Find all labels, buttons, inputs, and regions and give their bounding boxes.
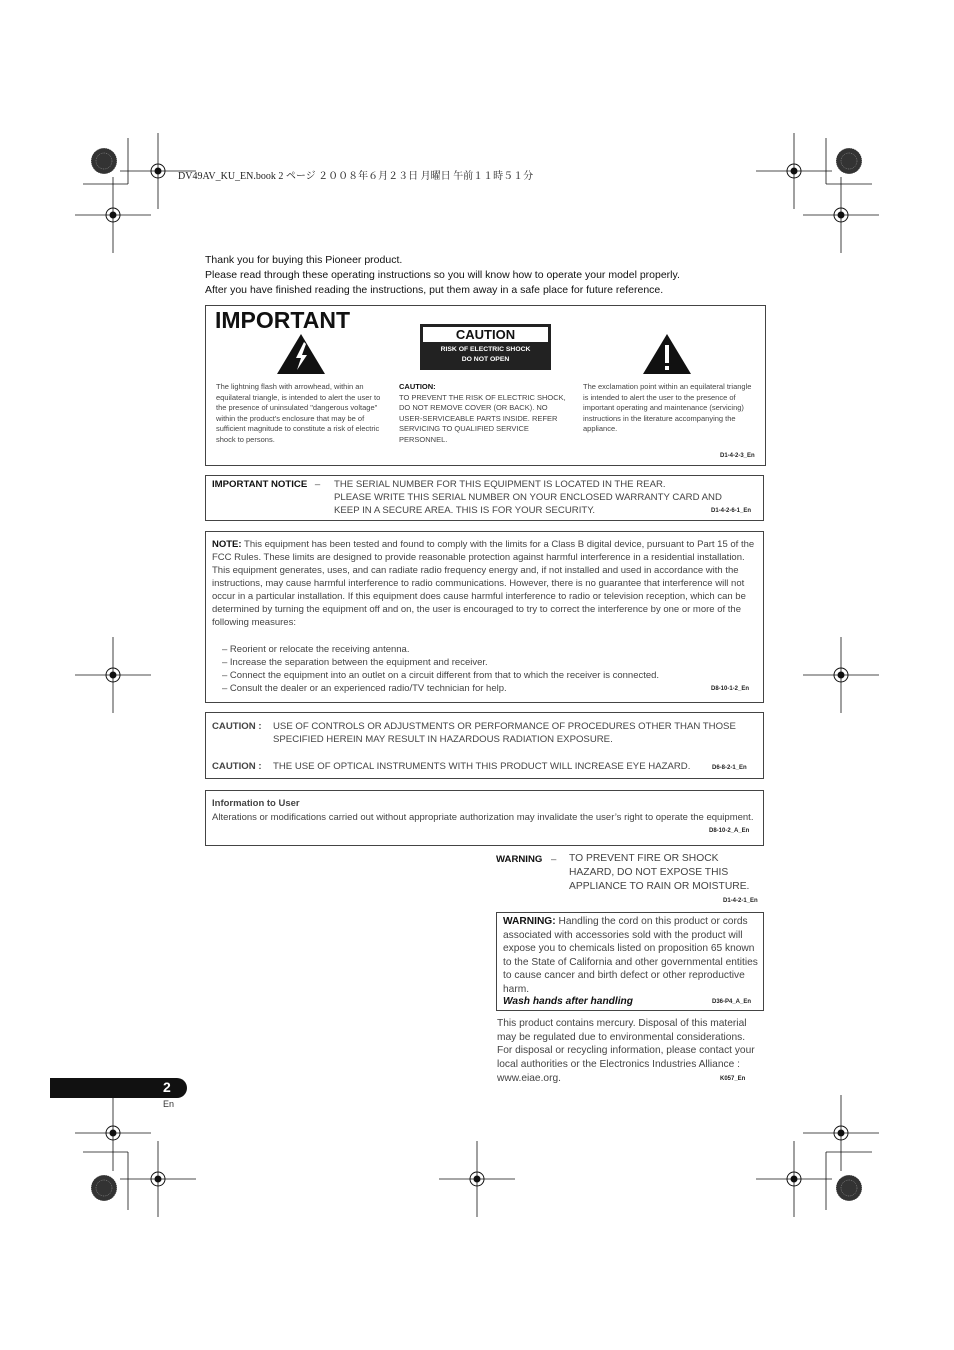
fire-line: APPLIANCE TO RAIN OR MOISTURE. [569, 881, 750, 892]
prop65-body: Handling the cord on this product or cords associated with accessories sold with the product will expose you to chemicals listed on proposition 65 known to the State of California and other governmental entities to cause cancer and birth defect or other reproductive harm. [503, 916, 758, 995]
prop65-italic: Wash hands after handling [503, 996, 633, 1007]
doc-code: K057_En [720, 1076, 746, 1082]
intro-line: After you have finished reading the instructions, put them away in a safe place for future reference. [205, 284, 664, 296]
fcc-paragraph [212, 538, 757, 629]
caution-subtitle [420, 345, 551, 365]
caution-text: TO PREVENT THE RISK OF ELECTRIC SHOCK, DO NOT REMOVE COVER (OR BACK). NO USER-SERVICEABLE PARTS INSIDE. REFER SERVICING TO QUALIFIED SERVICE PERSONNEL. [399, 392, 566, 444]
page-number: 2 [163, 1079, 171, 1095]
prop65-text [503, 915, 758, 997]
doc-code: D8-10-2_A_En [709, 828, 750, 834]
laser-caution-text: USE OF CONTROLS OR ADJUSTMENTS OR PERFORMANCE OF PROCEDURES OTHER THAN THOSE SPECIFIED HEREIN MAY RESULT IN HAZARDOUS RADIATION EXPOSURE. [273, 721, 736, 745]
lightning-description: The lightning flash with arrowhead, within an equilateral triangle, is intended to alert the user to the presence of uninsulated "dangerous voltage" within the product's enclosure that may be of sufficient magnitude to constitute a risk of electric shock to persons. [216, 382, 381, 444]
notice-label-text: IMPORTANT NOTICE [212, 479, 308, 490]
intro-line: Please read through these operating instructions so you will know how to operate your model properly. [205, 269, 680, 281]
info-text: Alterations or modifications carried out without appropriate authorization may invalidate the user’s right to operate the equipment. [212, 812, 754, 823]
notice-line: PLEASE WRITE THIS SERIAL NUMBER ON YOUR ENCLOSED WARRANTY CARD AND [334, 492, 722, 503]
laser-caution-label: CAUTION : [212, 721, 262, 732]
page-language: En [163, 1099, 175, 1109]
laser-caution-label: CAUTION : [212, 761, 262, 772]
important-title: IMPORTANT [215, 307, 351, 333]
list-item: – Increase the separation between the equipment and receiver. [222, 657, 488, 668]
intro-line: Thank you for buying this Pioneer product. [205, 254, 403, 266]
caution-sub-line: RISK OF ELECTRIC SHOCK [440, 346, 531, 353]
fcc-label: NOTE: [212, 539, 242, 550]
doc-code: D1-4-2-1_En [723, 898, 758, 904]
mercury-text: This product contains mercury. Disposal of this material may be regulated due to environmental considerations. For disposal or recycling information, please contact your local authorities or the Electronics Industries Alliance : www.eiae.org. [497, 1018, 755, 1084]
intro-text [205, 253, 765, 298]
list-item: – Connect the equipment into an outlet on a circuit different from that to which the receiver is connected. [222, 670, 660, 681]
notice-label [212, 478, 320, 491]
fire-warning-label [496, 853, 556, 866]
laser-caution-text: THE USE OF OPTICAL INSTRUMENTS WITH THIS PRODUCT WILL INCREASE EYE HAZARD. [273, 761, 691, 772]
fire-dash: – [551, 854, 557, 865]
file-header: DV49AV_KU_EN.book 2 ページ ２００８年６月２３日 月曜日 午前１１時５１分 [178, 171, 534, 182]
fire-warning-text [569, 852, 749, 894]
fire-line: TO PREVENT FIRE OR SHOCK [569, 853, 719, 864]
caution-description [399, 382, 569, 445]
prop65-label: WARNING: [503, 916, 556, 927]
list-item: – Consult the dealer or an experienced radio/TV technician for help. [222, 683, 507, 694]
caution-sub-line: DO NOT OPEN [461, 356, 510, 363]
caution-label-box [420, 324, 551, 370]
doc-code: D1-4-2-6-1_En [711, 508, 752, 514]
info-title: Information to User [212, 798, 300, 809]
doc-code: D1-4-2-3_En [720, 453, 755, 459]
doc-code: D8-10-1-2_En [711, 686, 750, 692]
exclamation-description: The exclamation point within an equilateral triangle is intended to alert the user to the presence of important operating and maintenance (servicing) instructions in the literature accompanying the appliance. [583, 382, 752, 433]
caution-title: CAUTION [422, 326, 549, 343]
list-item: – Reorient or relocate the receiving antenna. [222, 644, 410, 655]
fire-line: HAZARD, DO NOT EXPOSE THIS [569, 867, 729, 878]
doc-code: D6-8-2-1_En [712, 765, 747, 771]
caution-inline-label: CAUTION: [399, 382, 436, 391]
fcc-measures [222, 643, 742, 695]
notice-text [334, 478, 754, 517]
fcc-text: This equipment has been tested and found to comply with the limits for a Class B digital device, pursuant to Part 15 of the FCC Rules. These limits are designed to provide reasonable protection against harmful interference in a residential installation. This equipment generates, uses, and can radiate radio frequency energy and, if not installed and used in accordance with the instructions, may cause harmful interference to radio communications. However, there is no guarantee that interference will not occur in a particular installation. If this equipment does cause harmful interference to radio or television reception, which can be determined by turning the equipment off and on, the user is encouraged to try to correct the interference by one or more of the following measures: [212, 539, 755, 628]
notice-dash: – [314, 479, 321, 490]
exclamation-triangle-icon [642, 333, 692, 380]
lightning-triangle-icon [276, 333, 326, 380]
notice-line: THE SERIAL NUMBER FOR THIS EQUIPMENT IS LOCATED IN THE REAR. [334, 479, 666, 490]
doc-code: D36-P4_A_En [712, 999, 752, 1005]
notice-line: KEEP IN A SECURE AREA. THIS IS FOR YOUR SECURITY. [334, 505, 596, 516]
fire-warning-label-text: WARNING [496, 854, 543, 865]
